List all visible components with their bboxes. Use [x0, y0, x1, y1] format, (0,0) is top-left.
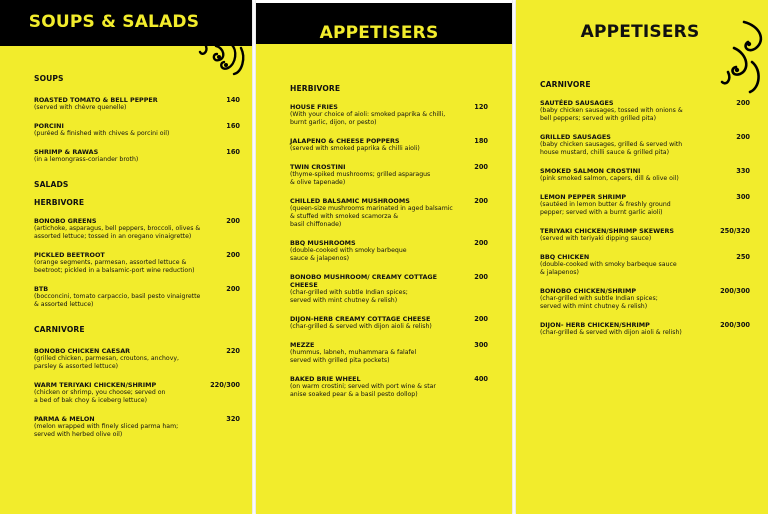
item-name: TERIYAKI CHICKEN/SHRIMP SKEWERS — [540, 227, 675, 235]
item-description: (bocconcini, tomato carpaccio, basil pesto vinaigrette & assorted lettuce) — [34, 293, 201, 308]
item-price: 300 — [736, 193, 750, 201]
item-description: (grilled chicken, parmesan, croutons, anchovy, parsley & assorted lettuce) — [34, 355, 179, 370]
item-description: (artichoke, asparagus, bell peppers, broccoli, olives & assorted lettuce; tossed in an oregano vinaigrette) — [34, 225, 201, 240]
item-description: (sautéed in lemon butter & freshly ground pepper; served with a burnt garlic aioli) — [540, 201, 671, 216]
item-description: (queen-size mushrooms marinated in aged balsamic & stuffed with smoked scamorza & basil chiffonade) — [290, 205, 453, 228]
item-description: (orange segments, parmesan, assorted lettuce & beetroot; pickled in a balsamic-port wine reduction) — [34, 259, 195, 274]
item-name: BBQ CHICKEN — [540, 253, 590, 261]
item-name: DIJON- HERB CHICKEN/SHRIMP — [540, 321, 650, 329]
item-description: (thyme-spiked mushrooms; grilled asparagus & olive tapenade) — [290, 171, 431, 186]
menu-item — [34, 415, 240, 439]
menu-item — [290, 375, 488, 399]
item-name: PICKLED BEETROOT — [34, 251, 105, 259]
item-description: (char-grilled & served with dijon aioli & relish) — [540, 329, 682, 336]
item-price: 250/320 — [720, 227, 750, 235]
item-price: 140 — [226, 96, 240, 104]
page-title: SOUPS & SALADS — [28, 12, 200, 32]
section-heading-herbivore: HERBIVORE — [290, 84, 341, 93]
item-description: (melon wrapped with finely sliced parma ham; served with herbed olive oil) — [34, 423, 179, 438]
menu-item — [540, 133, 750, 157]
item-price: 200/300 — [720, 321, 750, 329]
item-price: 200 — [226, 217, 240, 225]
menu-item — [290, 197, 488, 229]
item-name: GRILLED SAUSAGES — [540, 133, 611, 141]
item-price: 200/300 — [720, 287, 750, 295]
item-description: (double-cooked with smoky barbeque sauce & jalapenos) — [290, 247, 407, 262]
menu-item — [34, 381, 240, 405]
menu-item — [34, 347, 240, 371]
item-price: 200 — [736, 99, 750, 107]
menu-item — [34, 122, 240, 138]
item-price: 220/300 — [210, 381, 240, 389]
item-price: 300 — [474, 341, 488, 349]
item-price: 200 — [474, 273, 488, 281]
page-title: APPETISERS — [580, 22, 700, 42]
menu-page-appetisers-herbivore — [256, 0, 512, 514]
item-price: 200 — [226, 251, 240, 259]
item-name: PARMA & MELON — [34, 415, 95, 423]
item-price: 160 — [226, 148, 240, 156]
item-name: SMOKED SALMON CROSTINI — [540, 167, 641, 175]
item-price: 200 — [474, 197, 488, 205]
item-description: (With your choice of aioli: smoked paprika & chilli, burnt garlic, dijon, or pesto) — [290, 111, 446, 126]
item-name: BBQ MUSHROOMS — [290, 239, 356, 247]
item-description: (served with smoked paprika & chilli aioli) — [290, 145, 420, 152]
item-name: TWIN CROSTINI — [290, 163, 346, 171]
item-price: 200 — [226, 285, 240, 293]
menu-item — [34, 251, 240, 275]
item-description: (served with chèvre quenelle) — [34, 104, 127, 111]
menu-item — [290, 341, 488, 365]
item-description: (hummus, labneh, muhammara & falafel served with grilled pita pockets) — [290, 349, 417, 364]
item-price: 200 — [474, 315, 488, 323]
item-description: (served with teriyaki dipping sauce) — [540, 235, 652, 242]
item-price: 220 — [226, 347, 240, 355]
menu-item — [540, 193, 750, 217]
menu-item — [290, 315, 488, 331]
item-price: 330 — [736, 167, 750, 175]
item-name: PORCINI — [34, 122, 64, 130]
item-price: 180 — [474, 137, 488, 145]
section-heading-carnivore: CARNIVORE — [34, 325, 85, 334]
item-name: BTB — [34, 285, 49, 293]
menu-item — [540, 253, 750, 277]
page-header — [256, 3, 512, 44]
menu-item — [290, 163, 488, 187]
section-heading-soups: SOUPS — [34, 74, 64, 83]
item-description: (char-grilled with subtle Indian spices; served with mint chutney & relish) — [540, 295, 658, 310]
item-description: (baby chicken sausages, grilled & served with house mustard, chilli sauce & grilled pita) — [540, 141, 683, 156]
item-description: (double-cooked with smoky barbeque sauce & jalapenos) — [540, 261, 677, 276]
item-name: DIJON-HERB CREAMY COTTAGE CHEESE — [290, 315, 431, 323]
menu-item — [540, 321, 750, 337]
item-name: HOUSE FRIES — [290, 103, 338, 111]
menu-item — [540, 99, 750, 123]
item-description: (chicken or shrimp, you choose; served on a bed of bak choy & iceberg lettuce) — [34, 389, 166, 404]
menu-item — [540, 227, 750, 243]
menu-item — [290, 239, 488, 263]
menu-page-appetisers-carnivore — [516, 0, 768, 514]
menu-item — [290, 103, 488, 127]
item-name: BONOBO CHICKEN CAESAR — [34, 347, 131, 355]
item-name: WARM TERIYAKI CHICKEN/SHRIMP — [34, 381, 157, 389]
menu-item — [34, 285, 240, 309]
item-description: (baby chicken sausages, tossed with onions & bell peppers; served with grilled pita) — [540, 107, 683, 122]
menu-item — [290, 137, 488, 153]
item-name: MEZZE — [290, 341, 315, 349]
item-price: 400 — [474, 375, 488, 383]
item-description: (on warm crostini; served with port wine & star anise soaked pear & a basil pesto dollop) — [290, 383, 436, 398]
item-description: (pink smoked salmon, capers, dill & olive oil) — [540, 175, 679, 182]
menu-item — [540, 167, 750, 183]
item-name: SHRIMP & RAWAS — [34, 148, 99, 156]
section-heading-carnivore: CARNIVORE — [540, 80, 591, 89]
menu-item — [540, 287, 750, 311]
item-price: 200 — [736, 133, 750, 141]
menu-item — [34, 148, 240, 164]
item-price: 200 — [474, 239, 488, 247]
item-price: 250 — [736, 253, 750, 261]
item-price: 200 — [474, 163, 488, 171]
menu-item — [290, 273, 488, 305]
item-name: CHILLED BALSAMIC MUSHROOMS — [290, 197, 410, 205]
item-price: 320 — [226, 415, 240, 423]
item-price: 120 — [474, 103, 488, 111]
section-heading-salads: SALADS — [34, 180, 69, 189]
menu-item — [34, 96, 240, 112]
item-name: BONOBO CHICKEN/SHRIMP — [540, 287, 637, 295]
item-name: LEMON PEPPER SHRIMP — [540, 193, 627, 201]
item-name: JALAPENO & CHEESE POPPERS — [290, 137, 400, 145]
item-description: (char-grilled with subtle Indian spices; served with mint chutney & relish) — [290, 289, 408, 304]
menu-page-soups-salads — [0, 0, 252, 514]
item-name: ROASTED TOMATO & BELL PEPPER — [34, 96, 158, 104]
item-name: SAUTÉED SAUSAGES — [540, 99, 614, 107]
swirl-ornament-icon — [186, 18, 250, 80]
item-description: (char-grilled & served with dijon aioli & relish) — [290, 323, 432, 330]
page-title: APPETISERS — [319, 23, 439, 43]
item-name: BONOBO GREENS — [34, 217, 97, 225]
menu-item — [34, 217, 240, 241]
item-price: 160 — [226, 122, 240, 130]
item-name: BONOBO MUSHROOM/ CREAMY COTTAGE CHEESE — [290, 273, 437, 289]
item-description: (in a lemongrass-coriander broth) — [34, 156, 139, 163]
item-name: BAKED BRIE WHEEL — [290, 375, 361, 383]
item-description: (puréed & finished with chives & porcini oil) — [34, 130, 170, 137]
section-heading-herbivore: HERBIVORE — [34, 198, 85, 207]
